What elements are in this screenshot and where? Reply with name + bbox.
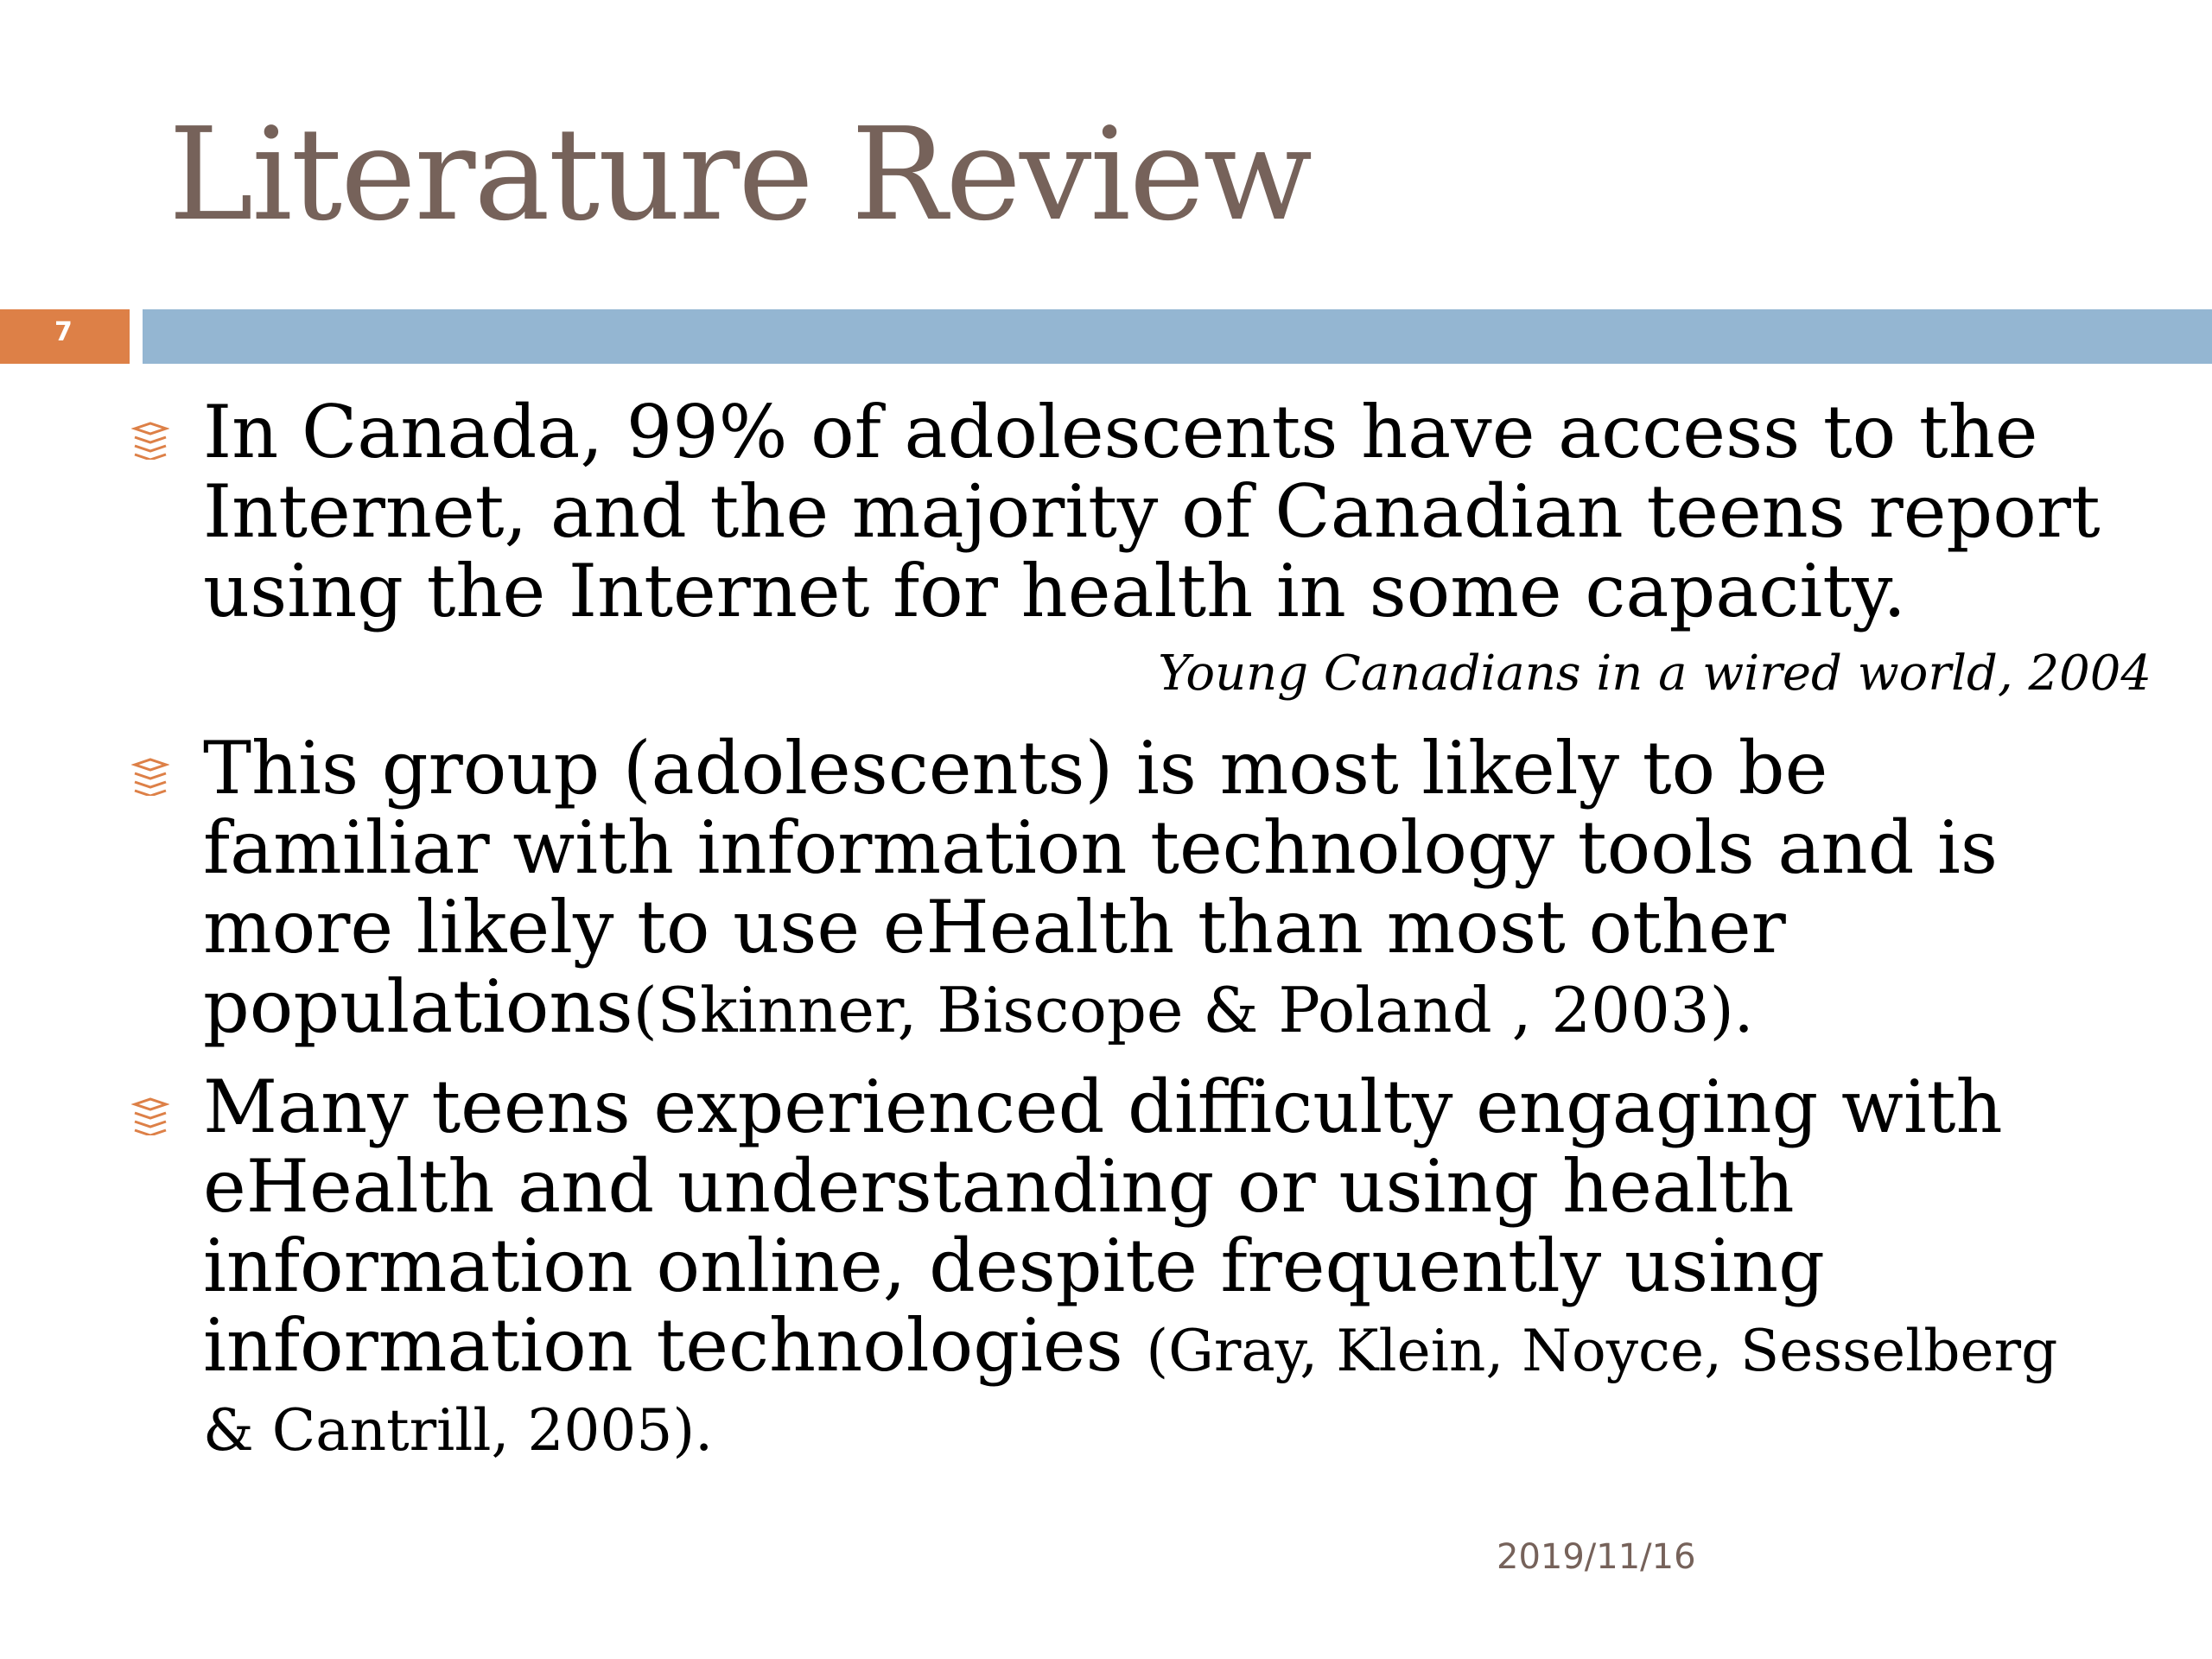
bullet-2-line-3: more likely to use eHealth than most other — [203, 885, 1786, 969]
bullet-3-line-4-text: information technologies — [203, 1303, 1147, 1388]
bullet-3-line-3: information online, despite frequently using — [203, 1224, 1825, 1308]
bullet-3-line-4 — [203, 1303, 2058, 1391]
bullet-1-source: Young Canadians in a wired world, 2004 — [1158, 645, 2152, 702]
slide-number-box — [0, 309, 130, 364]
slide-number: 7 — [54, 317, 73, 347]
bullet-2-citation: (Skinner, Biscope & Poland , 2003). — [632, 974, 1754, 1046]
bullet-2-line-4 — [203, 964, 1998, 1050]
bullet-1-line-3: using the Internet for health in some capacity. — [203, 549, 1906, 633]
accent-bar — [143, 309, 2212, 364]
bullet-2-line-4-text: populations — [203, 964, 633, 1049]
bullet-2-line-1: This group (adolescents) is most likely to be — [203, 726, 1828, 810]
bullet-3 — [203, 1067, 2057, 1471]
bullet-3-citation-1: (Gray, Klein, Noyce, Sesselberg — [1146, 1318, 2058, 1384]
bullet-3-line-1: Many teens experienced difficulty engaging with — [203, 1065, 2003, 1149]
bullet-2 — [203, 728, 1998, 1050]
bullet-1-line-2: Internet, and the majority of Canadian teens report — [203, 469, 2101, 554]
bullet-3-line-2: eHealth and understanding or using health — [203, 1144, 1795, 1229]
bullet-3-citation-2: & Cantrill, 2005). — [203, 1397, 714, 1464]
slide-date: 2019/11/16 — [1497, 1537, 1696, 1577]
stacked-books-icon — [131, 1097, 169, 1135]
slide-title: Literature Review — [168, 100, 1312, 249]
bullet-1 — [203, 392, 2101, 631]
stacked-books-icon — [131, 422, 169, 460]
bullet-2-line-2: familiar with information technology tools and is — [203, 805, 1999, 890]
bullet-1-line-1: In Canada, 99% of adolescents have access to the — [203, 390, 2038, 474]
stacked-books-icon — [131, 758, 169, 796]
